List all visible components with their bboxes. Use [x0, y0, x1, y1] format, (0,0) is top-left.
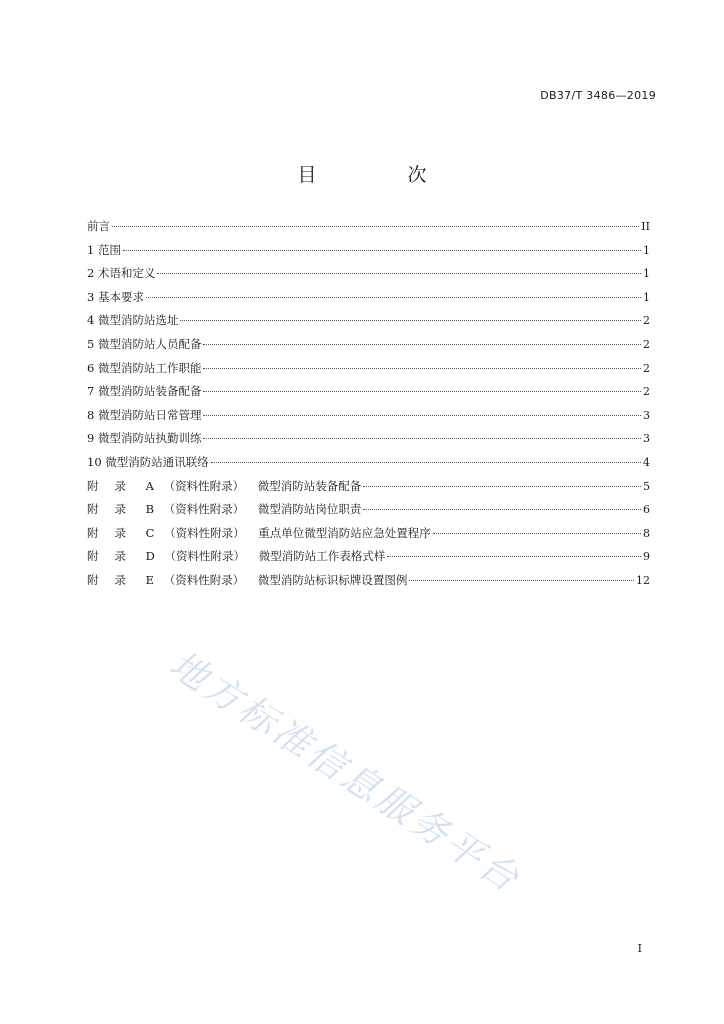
toc-leader-dots — [180, 320, 641, 321]
toc-appendix-label — [87, 501, 361, 517]
appendix-kind: （资料性附录） — [163, 502, 245, 517]
toc-entry-page: 1 — [643, 290, 650, 304]
toc-leader-dots — [157, 273, 641, 274]
toc-entry-page: 9 — [643, 550, 650, 564]
toc-leader-dots — [146, 297, 641, 298]
appendix-title: 微型消防站装备配备 — [257, 478, 362, 493]
toc-appendix-label — [87, 548, 385, 564]
appendix-word: 附录 — [87, 525, 142, 540]
toc-leader-dots — [363, 486, 641, 487]
watermark: 地方标准信息服务平台 — [161, 642, 529, 902]
toc-entry-label: 10 微型消防站通讯联络 — [87, 454, 209, 469]
appendix-word: 附录 — [87, 478, 142, 493]
appendix-kind: （资料性附录） — [163, 572, 245, 587]
toc-entry-page: 12 — [636, 573, 650, 587]
toc-appendix-entry[interactable] — [87, 548, 650, 572]
toc-entry[interactable] — [87, 383, 650, 407]
toc-entry[interactable] — [87, 360, 650, 384]
appendix-letter: A — [145, 478, 154, 493]
appendix-letter: C — [145, 525, 155, 540]
toc-entry-page: II — [641, 220, 650, 233]
toc-leader-dots — [203, 368, 641, 369]
toc-leader-dots — [203, 438, 641, 439]
page-number: I — [637, 942, 642, 955]
appendix-kind: （资料性附录） — [164, 525, 245, 540]
toc-entry-page: 4 — [643, 455, 650, 469]
toc-entry-label: 1 范围 — [87, 242, 121, 257]
toc-entry-page: 8 — [643, 526, 650, 540]
toc-leader-dots — [123, 250, 641, 251]
appendix-letter: D — [145, 549, 155, 564]
appendix-word: 附录 — [87, 549, 142, 564]
toc-entry-label: 8 微型消防站日常管理 — [87, 407, 202, 422]
appendix-letter: E — [145, 572, 155, 587]
toc-appendix-entry[interactable] — [87, 501, 650, 525]
appendix-word: 附录 — [87, 502, 142, 517]
toc-entry[interactable] — [87, 454, 650, 478]
appendix-title: 微型消防站岗位职责 — [257, 502, 362, 517]
toc-appendix-entry[interactable] — [87, 525, 650, 549]
toc-entry-page: 3 — [643, 432, 650, 446]
toc-entry[interactable] — [87, 336, 650, 360]
toc-leader-dots — [409, 580, 634, 581]
appendix-word: 附录 — [87, 572, 142, 587]
toc-entry[interactable] — [87, 289, 650, 313]
toc-leader-dots — [203, 391, 641, 392]
toc-entry-label: 7 微型消防站装备配备 — [87, 384, 202, 399]
toc-entry-label: 6 微型消防站工作职能 — [87, 360, 202, 375]
toc-entry[interactable] — [87, 430, 650, 454]
toc-entry-page: 2 — [643, 361, 650, 375]
toc-appendix-label — [87, 572, 407, 588]
table-of-contents — [87, 218, 650, 596]
toc-entry[interactable] — [87, 265, 650, 289]
appendix-kind: （资料性附录） — [163, 478, 245, 493]
toc-entry[interactable] — [87, 218, 650, 242]
toc-entry-label: 3 基本要求 — [87, 289, 144, 304]
appendix-title: 重点单位微型消防站应急处置程序 — [258, 525, 431, 540]
toc-appendix-entry[interactable] — [87, 478, 650, 502]
standard-code: DB37/T 3486—2019 — [540, 89, 656, 102]
appendix-title: 微型消防站标识标牌设置图例 — [257, 572, 408, 587]
toc-entry-label: 4 微型消防站选址 — [87, 313, 179, 328]
toc-leader-dots — [112, 226, 639, 227]
toc-entry[interactable] — [87, 312, 650, 336]
appendix-letter: B — [145, 502, 155, 517]
toc-appendix-label — [87, 478, 361, 494]
toc-entry-page: 1 — [643, 243, 650, 257]
toc-entry-page: 1 — [643, 267, 650, 281]
toc-leader-dots — [203, 344, 641, 345]
appendix-title: 微型消防站工作表格式样 — [258, 549, 386, 564]
toc-entry-page: 3 — [643, 408, 650, 422]
toc-appendix-entry[interactable] — [87, 572, 650, 596]
toc-entry-label: 9 微型消防站执勤训练 — [87, 431, 202, 446]
toc-entry[interactable] — [87, 242, 650, 266]
toc-entry-page: 6 — [643, 503, 650, 517]
toc-entry-page: 5 — [643, 479, 650, 493]
toc-leader-dots — [203, 415, 641, 416]
appendix-kind: （资料性附录） — [164, 549, 246, 564]
toc-entry-label: 5 微型消防站人员配备 — [87, 336, 202, 351]
toc-entry-label: 前言 — [87, 219, 110, 233]
toc-entry-page: 2 — [643, 385, 650, 399]
toc-appendix-label — [87, 525, 431, 541]
toc-entry-page: 2 — [643, 337, 650, 351]
toc-entry-label: 2 术语和定义 — [87, 266, 156, 281]
page-title: 目 次 — [297, 164, 463, 186]
toc-leader-dots — [387, 556, 641, 557]
toc-leader-dots — [363, 509, 641, 510]
toc-entry[interactable] — [87, 407, 650, 431]
toc-leader-dots — [211, 462, 641, 463]
toc-entry-page: 2 — [643, 314, 650, 328]
toc-leader-dots — [433, 533, 641, 534]
